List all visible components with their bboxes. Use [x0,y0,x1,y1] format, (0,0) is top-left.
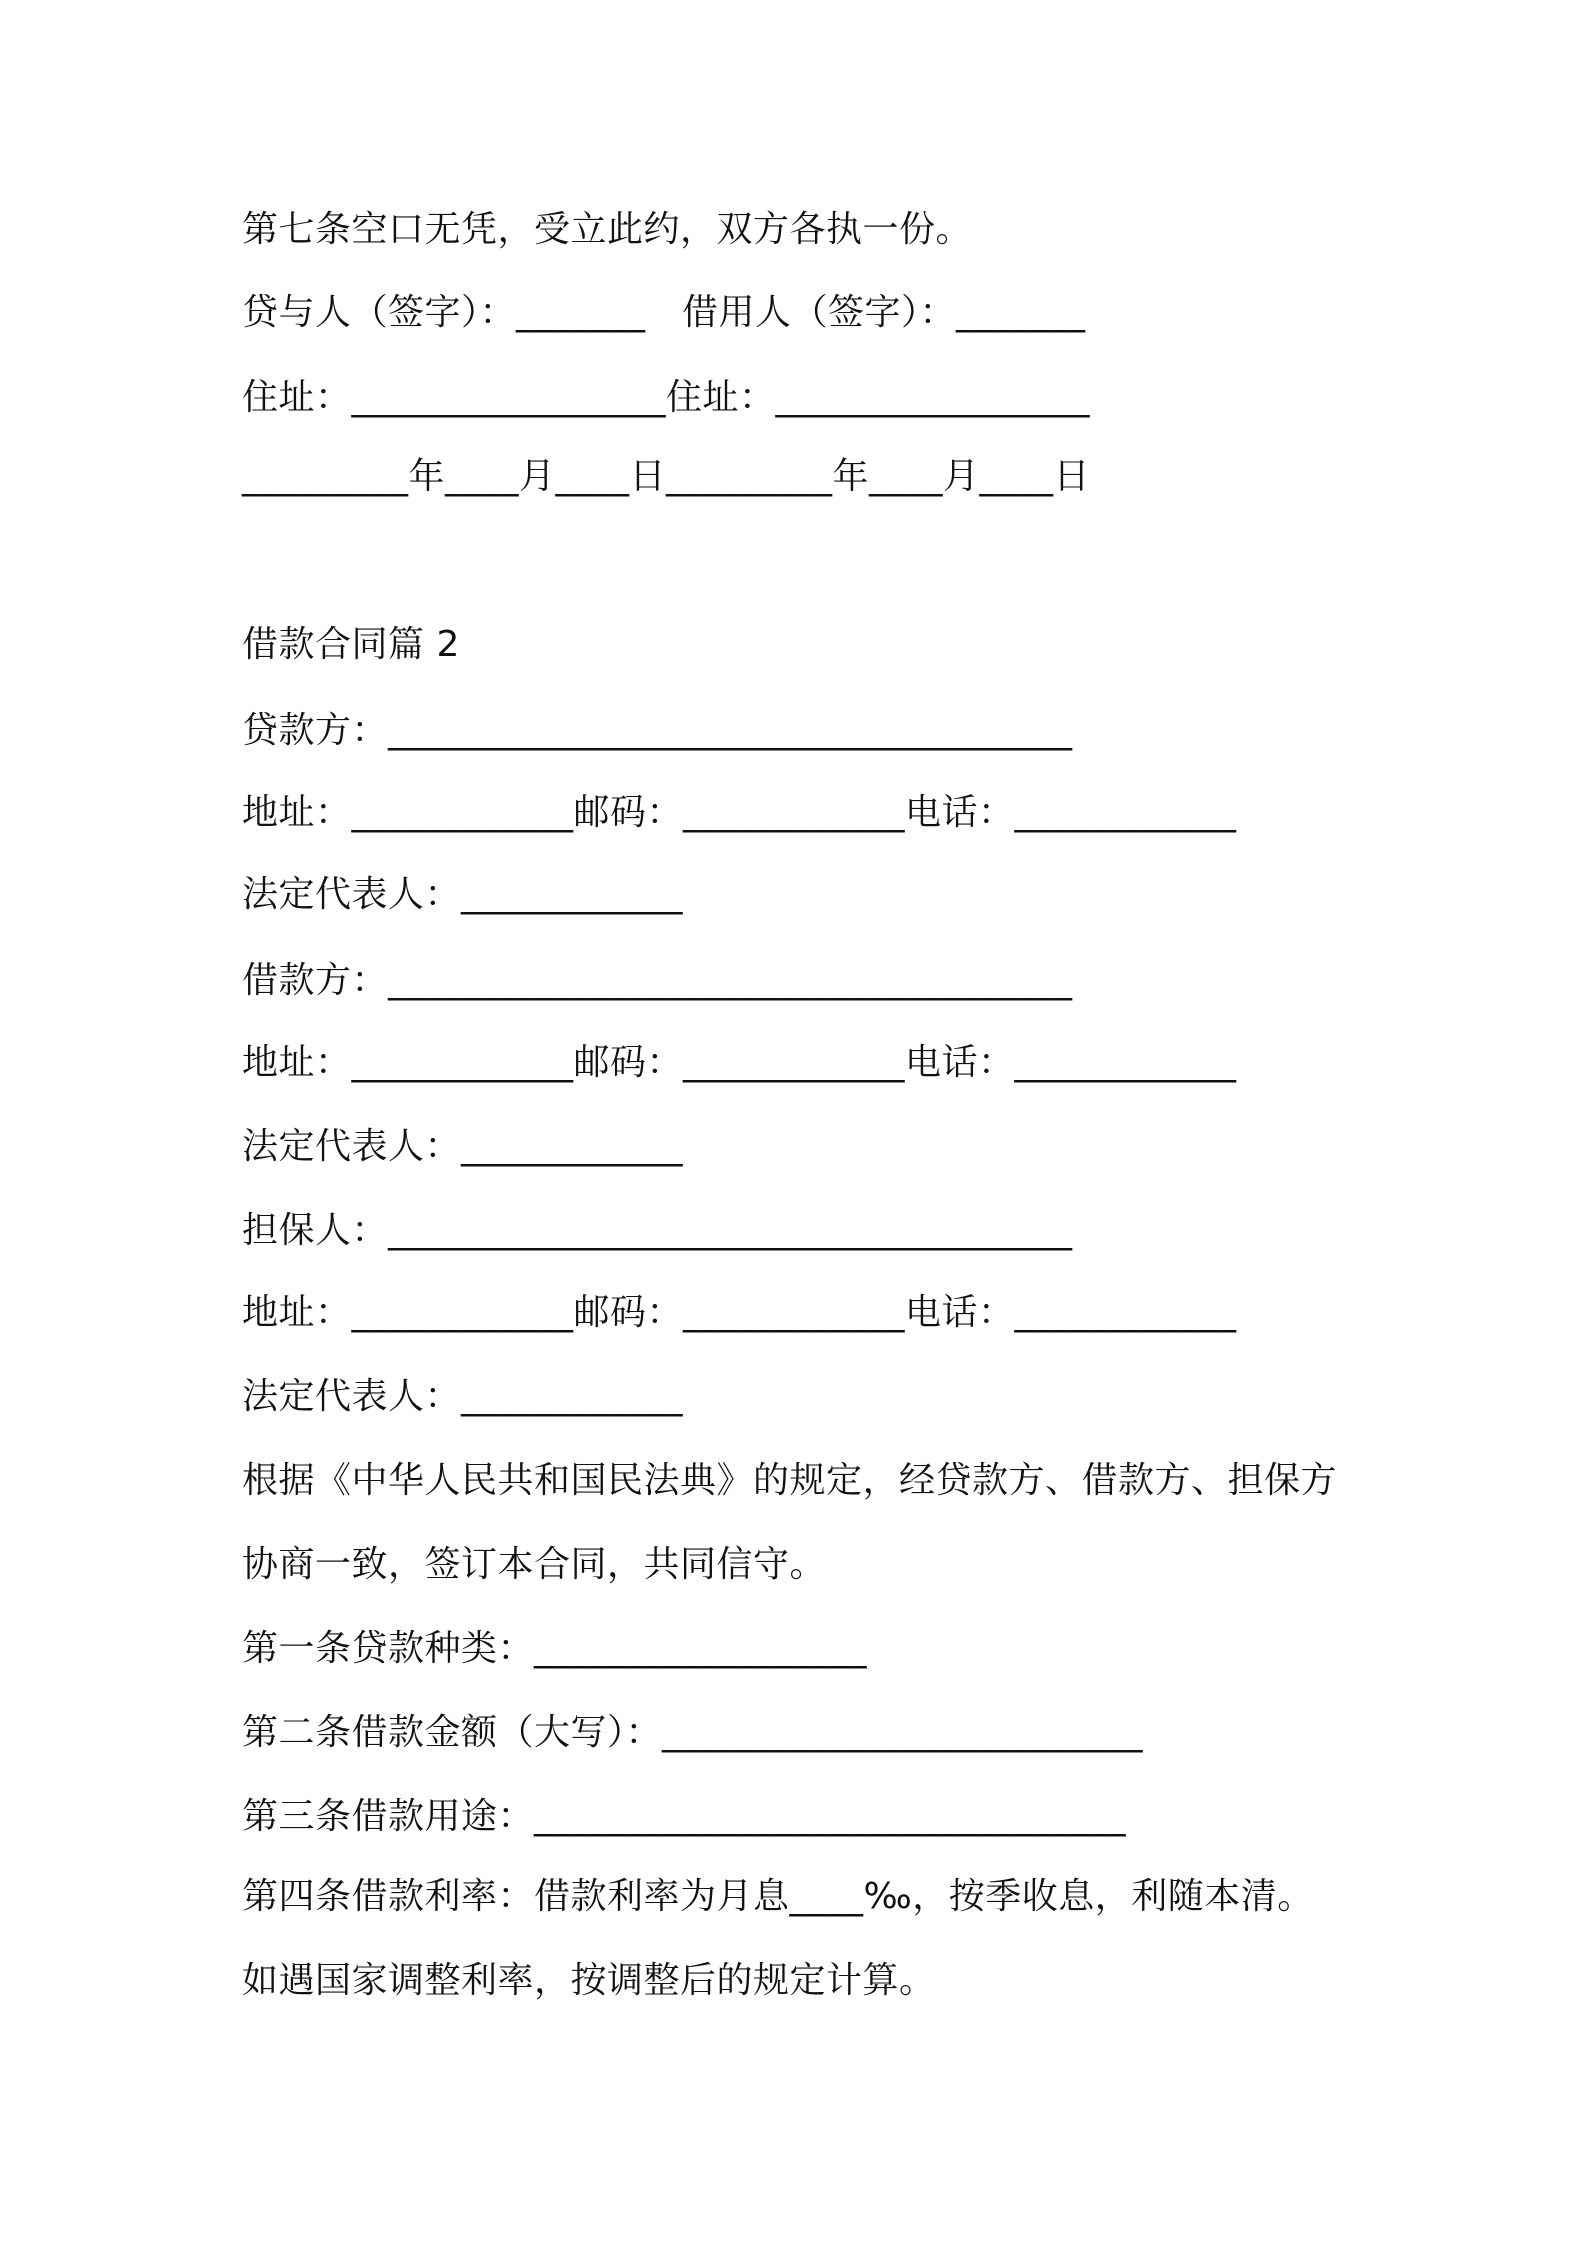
article-3-field: 第三条借款用途：________________________________ [242,1796,1127,1837]
article-7-text: 第七条空口无凭，受立此约，双方各执一份。 [242,209,973,250]
lender-contact-line: 地址：____________邮码：____________电话：____________ [242,792,1237,833]
intro-paragraph-line-2: 协商一致，签订本合同，共同信守。 [242,1544,827,1585]
article-2-field: 第二条借款金额（大写）：__________________________ [242,1712,1144,1753]
guarantor-representative-field: 法定代表人：____________ [242,1376,684,1417]
article-1-field: 第一条贷款种类：__________________ [242,1628,868,1669]
intro-paragraph-line-1: 根据《中华人民共和国民法典》的规定，经贷款方、借款方、担保方 [242,1460,1338,1501]
borrower-representative-field: 法定代表人：____________ [242,1126,684,1167]
borrower-contact-line: 地址：____________邮码：____________电话：____________ [242,1042,1237,1083]
lender-field: 贷款方：_____________________________________ [242,710,1073,751]
guarantor-contact-line: 地址：____________邮码：____________电话：____________ [242,1292,1237,1333]
article-4-continuation: 如遇国家调整利率，按调整后的规定计算。 [242,1960,936,2001]
signature-line: 贷与人（签字）：_______ 借用人（签字）：_______ [242,292,1086,333]
lender-representative-field: 法定代表人：____________ [242,874,684,915]
section-heading: 借款合同篇 2 [242,624,460,665]
guarantor-field: 担保人：_____________________________________ [242,1210,1073,1251]
article-4-text: 第四条借款利率：借款利率为月息____‰，按季收息，利随本清。 [242,1876,1314,1917]
address-line: 住址：_________________住址：_________________ [242,377,1091,418]
date-line: _________年____月____日_________年____月____日 [242,456,1090,497]
borrower-field: 借款方：_____________________________________ [242,960,1073,1001]
